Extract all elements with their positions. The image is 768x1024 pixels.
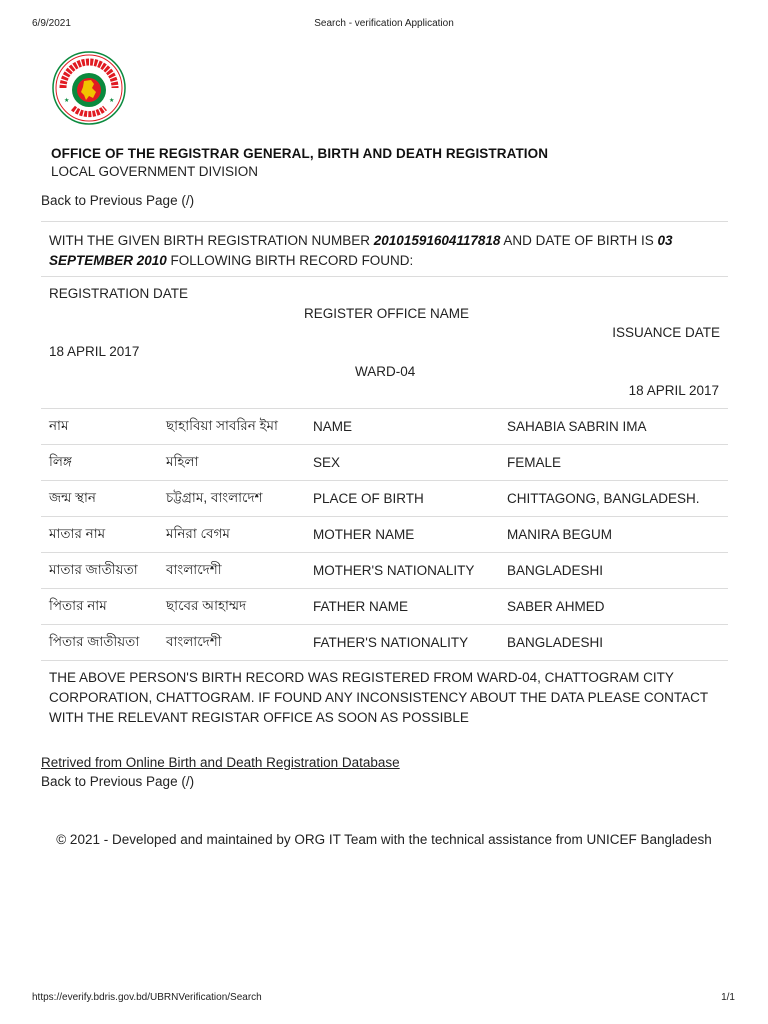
back-to-previous-link[interactable]: Back to Previous Page (/) <box>41 193 195 208</box>
en-value: BANGLADESHI <box>499 625 728 661</box>
copyright-notice: © 2021 - Developed and maintained by ORG IT Team with the technical assistance from UNICEF Bangladesh <box>56 832 712 847</box>
en-value: FEMALE <box>499 445 728 481</box>
bn-label: পিতার নাম <box>41 589 158 625</box>
en-value: CHITTAGONG, BANGLADESH. <box>499 481 728 517</box>
table-row <box>41 409 728 445</box>
bn-value: ছাবের আহাম্মদ <box>158 589 305 625</box>
date-of-birth: 03 SEPTEMBER 2010 <box>49 233 673 268</box>
register-office-value: WARD-04 <box>355 364 416 379</box>
bn-value: বাংলাদেশী <box>158 553 305 589</box>
bn-label: জন্ম স্থান <box>41 481 158 517</box>
record-found-message <box>49 231 719 271</box>
birth-record-table <box>41 408 728 661</box>
print-page-title: Search - verification Application <box>314 18 454 29</box>
bn-value: চট্টগ্রাম, বাংলাদেশ <box>158 481 305 517</box>
en-label: NAME <box>305 409 499 445</box>
registration-date-label: REGISTRATION DATE <box>49 286 189 301</box>
table-row <box>41 625 728 661</box>
bn-value: ছাহাবিয়া সাবরিন ইমা <box>158 409 305 445</box>
en-label: FATHER'S NATIONALITY <box>305 625 499 661</box>
bn-label: মাতার জাতীয়তা <box>41 553 158 589</box>
found-prefix: WITH THE GIVEN BIRTH REGISTRATION NUMBER <box>49 233 374 248</box>
en-value: BANGLADESHI <box>499 553 728 589</box>
bn-label: লিঙ্গ <box>41 445 158 481</box>
registration-notice: THE ABOVE PERSON'S BIRTH RECORD WAS REGISTERED FROM WARD-04, CHATTOGRAM CITY CORPORATION, CHATTOGRAM. IF FOUND ANY INCONSISTENCY ABOUT THE DATA PLEASE CONTACT WITH THE RELEVANT REGISTAR OFFICE AS SOON AS POSSIBLE <box>49 670 708 725</box>
bn-label: মাতার নাম <box>41 517 158 553</box>
divider <box>41 276 728 277</box>
bn-value: বাংলাদেশী <box>158 625 305 661</box>
print-date: 6/9/2021 <box>32 18 71 29</box>
table-row <box>41 553 728 589</box>
registration-number: 20101591604117818 <box>373 233 501 248</box>
government-seal-logo <box>51 50 127 126</box>
retrieved-from-link[interactable]: Retrived from Online Birth and Death Registration Database <box>41 755 400 770</box>
table-row <box>41 517 728 553</box>
found-suffix: FOLLOWING BIRTH RECORD FOUND: <box>166 253 414 268</box>
table-row <box>41 445 728 481</box>
en-label: PLACE OF BIRTH <box>305 481 499 517</box>
bn-label: নাম <box>41 409 158 445</box>
print-url: https://everify.bdris.gov.bd/UBRNVerification/Search <box>32 992 262 1003</box>
en-value: SABER AHMED <box>499 589 728 625</box>
issuance-date-value: 18 APRIL 2017 <box>628 383 719 398</box>
seal-star-right: ★ <box>109 97 115 104</box>
divider <box>41 221 728 222</box>
found-middle: AND DATE OF BIRTH IS <box>500 233 658 248</box>
register-office-label: REGISTER OFFICE NAME <box>304 306 470 321</box>
back-to-previous-link-bottom[interactable]: Back to Previous Page (/) <box>41 774 195 789</box>
seal-star-left: ★ <box>64 97 70 104</box>
issuance-date-label: ISSUANCE DATE <box>612 325 720 340</box>
en-label: MOTHER'S NATIONALITY <box>305 553 499 589</box>
en-label: MOTHER NAME <box>305 517 499 553</box>
seal-icon <box>51 50 127 126</box>
en-label: SEX <box>305 445 499 481</box>
bn-value: মনিরা বেগম <box>158 517 305 553</box>
en-value: SAHABIA SABRIN IMA <box>499 409 728 445</box>
en-label: FATHER NAME <box>305 589 499 625</box>
bn-value: মহিলা <box>158 445 305 481</box>
table-row <box>41 481 728 517</box>
table-row <box>41 589 728 625</box>
registration-date-value: 18 APRIL 2017 <box>49 344 140 359</box>
division-name: LOCAL GOVERNMENT DIVISION <box>51 164 259 179</box>
bn-label: পিতার জাতীয়তা <box>41 625 158 661</box>
print-page-number: 1/1 <box>721 992 735 1003</box>
en-value: MANIRA BEGUM <box>499 517 728 553</box>
office-title: OFFICE OF THE REGISTRAR GENERAL, BIRTH AND DEATH REGISTRATION <box>51 146 549 161</box>
